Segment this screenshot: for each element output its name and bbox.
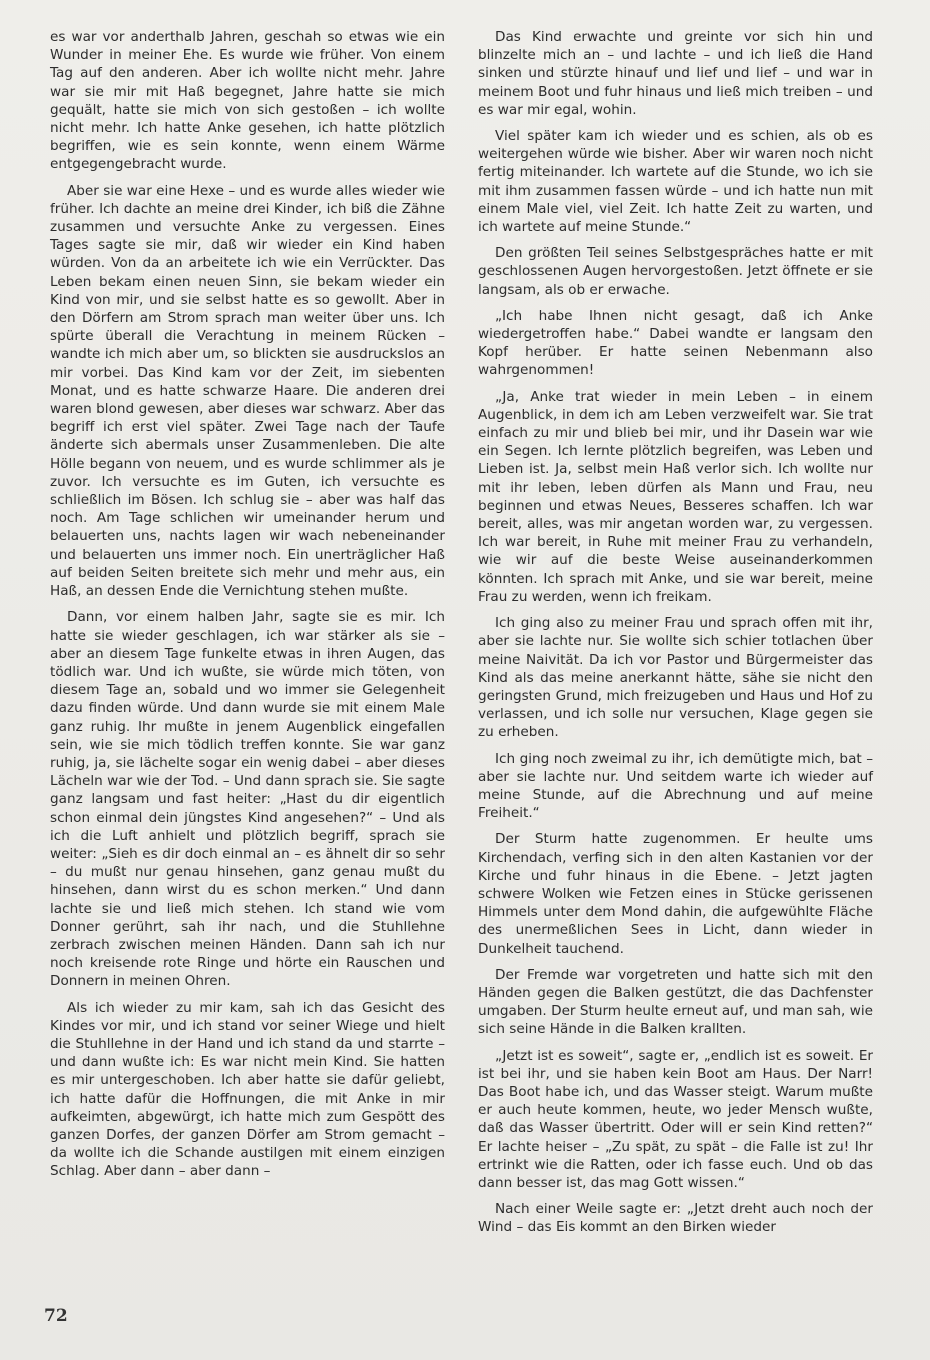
paragraph: Ich ging also zu meiner Frau und sprach offen mit ihr, aber sie lachte nur. Sie wollte sich schier totlachen über meine Naivität. Da ich vor Pastor und Bürgermeister das Kind als das meine anerkannt hätte, sähe sie nicht den geringsten Grund, mich freizugeben und Haus und Hof zu verlassen, und ich solle nur versuchen, Klage gegen sie zu erheben. [478, 615, 873, 741]
paragraph: „Ja, Anke trat wieder in mein Leben – in einem Augenblick, in dem ich am Leben verzweifelt war. Sie trat einfach zu mir und blieb bei mir, und ihr Dasein war wie ein Segen. Ich lernte plötzlich begreifen, was Leben und Lieben ist. Ja, selbst mein Haß verlor sich. Ich wollte nur mit ihr leben, leben dürfen als Mann und Frau, neu beginnen und etwas Neues, Besseres schaffen. Ich war bereit, alles, was mir angetan worden war, zu vergessen. Ich war bereit, in Ruhe mit meiner Frau zu verhandeln, wie wir auf die beste Weise auseinanderkommen könnten. Ich sprach mit Anke, und sie war bereit, meine Frau zu werden, wenn ich freikam. [478, 388, 873, 605]
paragraph: „Jetzt ist es soweit“, sagte er, „endlich ist es soweit. Er ist bei ihr, und sie haben kein Boot am Haus. Der Narr! Das Boot habe ich, und das Wasser steigt. Warum mußte er auch heute kommen, heute, wo jeder Mensch wußte, daß das Wasser übertritt. Oder will er sein Kind retten?“ Er lachte heiser – „Zu spät, zu spät – die Falle ist zu! Ihr ertrinkt wie die Ratten, oder ich fasse euch. Und ob das dann besser ist, das mag Gott wissen.“ [478, 1047, 873, 1191]
paragraph: Der Fremde war vorgetreten und hatte sich mit den Händen gegen die Balken gestützt, die das Dachfenster umgaben. Der Sturm heulte erneut auf, und man sah, wie sich seine Hände in die Balken krallten. [478, 966, 873, 1038]
paragraph: Viel später kam ich wieder und es schien, als ob es weitergehen würde wie bisher. Aber wir waren noch nicht fertig miteinander. Ich wartete auf die Stunde, wo ich sie mit ihm zusammen fassen würde – und ich hatte nun mit einem Male viel, viel Zeit. Ich hatte Zeit zu warten, und ich wartete auf meine Stunde.“ [478, 128, 873, 236]
paragraph: Dann, vor einem halben Jahr, sagte sie es mir. Ich hatte sie wieder geschlagen, ich war stärker als sie – aber an diesem Tage funkelte etwas in ihren Augen, das tödlich war. Und ich wußte, sie würde mich töten, von diesem Tage an, sobald und wo immer sie Gelegenheit dazu finden würde. Und dann wurde sie mit einem Male ganz ruhig. Ihr mußte in jenem Augenblick eingefallen sein, wie sie mich tödlich treffen konnte. Sie war ganz ruhig, ja, sie lächelte sogar ein wenig dabei – aber dieses Lächeln war wie der Tod. – Und dann sprach sie. Sie sagte ganz langsam und fast heiter: „Hast du dir eigentlich schon einmal dein jüngstes Kind angesehen?“ – Und als ich die Luft anhielt und plötzlich begriff, sprach sie weiter: „Sieh es dir doch einmal an – es ähnelt dir so sehr – du mußt nur genau hinsehen, ganz genau mußt du hinsehen, dann wirst du es schon merken.“ Und dann lachte sie und ließ mich stehen. Ich stand wie vom Donner gerührt, sah ihr nach, und die Stuhllehne zerbrach zwischen meinen Händen. Dann sah ich nur noch kreisende rote Ringe und hörte ein Rauschen und Donnern in meinen Ohren. [50, 609, 445, 990]
paragraph: Das Kind erwachte und greinte vor sich hin und blinzelte mich an – und lachte – und ich ließ die Hand sinken und stürzte hinauf und lief und lief – und war in meinem Boot und fuhr hinaus und ließ mich treiben – und es war mir egal, wohin. [478, 29, 873, 118]
paragraph: es war vor anderthalb Jahren, geschah so etwas wie ein Wunder in meiner Ehe. Es wurde wie früher. Von einem Tag auf den anderen. Aber ich wollte nicht mehr. Jahre war sie mir mit Haß begegnet, Jahre hatte sie mich gequält, hatte sie mich von sich gestoßen – ich wollte nicht mehr. Ich hatte Anke gesehen, ich hatte plötzlich begriffen, wie es sein konnte, wenn einem Wärme entgegengebracht wurde. [50, 29, 445, 173]
right-text-column [478, 28, 873, 1245]
paragraph: Nach einer Weile sagte er: „Jetzt dreht auch noch der Wind – das Eis kommt an den Birken wieder [478, 1201, 873, 1236]
page-number: 72 [44, 1306, 68, 1326]
paragraph: Der Sturm hatte zugenommen. Er heulte ums Kirchendach, verfing sich in den alten Kastanien vor der Kirche und fuhr hinaus in die Ebene. – Jetzt jagten schwere Wolken wie Fetzen eines in Stücke gerissenen Himmels unter dem Mond dahin, die aufgewühlte Fläche des unermeßlichen Sees in Licht, dann wieder in Dunkelheit tauchend. [478, 831, 873, 957]
paragraph: Als ich wieder zu mir kam, sah ich das Gesicht des Kindes vor mir, und ich stand vor seiner Wiege und hielt die Stuhllehne in der Hand und ich stand da und starrte – und dann wußte ich: Es war nicht mein Kind. Sie hatten es mir untergeschoben. Ich aber hatte sie dafür geliebt, ich hatte dafür die Hoffnungen, die mit Anke in mir aufkeimten, abgewürgt, ich hatte mich zum Gespött des ganzen Dorfes, der ganzen Dörfer am Strom gemacht – da wollte ich die Schande austilgen mit einem einzigen Schlag. Aber dann – aber dann – [50, 999, 445, 1180]
left-text-column [50, 28, 445, 1189]
paragraph: Ich ging noch zweimal zu ihr, ich demütigte mich, bat – aber sie lachte nur. Und seitdem warte ich wieder auf meine Stunde, auf die Abrechnung und auf meine Freiheit.“ [478, 750, 873, 822]
paragraph: Aber sie war eine Hexe – und es wurde alles wieder wie früher. Ich dachte an meine drei Kinder, ich biß die Zähne zusammen und versuchte Anke zu vergessen. Eines Tages sagte sie mir, daß wir wieder ein Kind haben würden. Von da an arbeitete ich wie ein Verrückter. Das Leben bekam einen neuen Sinn, sie bekam wieder ein Kind von mir, und sie selbst hatte es so gewollt. Aber in den Dörfern am Strom sprach man weiter über uns. Ich spürte überall die Verachtung in meinem Rücken – wandte ich mich aber um, so blickten sie ausdruckslos an mir vorbei. Das Kind kam vor der Zeit, im siebenten Monat, und es hatte schwarze Haare. Die anderen drei waren blond gewesen, aber dieses war schwarz. Aber das begriff ich erst viel später. Zwei Tage nach der Taufe änderte sich abermals unser Zusammenleben. Die alte Hölle begann von neuem, und es wurde schlimmer als je zuvor. Ich versuchte es im Guten, ich versuchte es schließlich im Bösen. Ich schlug sie – aber was half das noch. Am Tage schlichen wir umeinander herum und belauerten uns, nachts lagen wir wach nebeneinander und belauerten uns immer noch. Ein unerträglicher Haß auf beiden Seiten breitete sich mehr und mehr aus, ein Haß, an dessen Ende die Vernichtung stehen mußte. [50, 182, 445, 600]
paragraph: Den größten Teil seines Selbstgespräches hatte er mit geschlossenen Augen hervorgestoßen. Jetzt öffnete er sie langsam, als ob er erwache. [478, 245, 873, 298]
paragraph: „Ich habe Ihnen nicht gesagt, daß ich Anke wiedergetroffen habe.“ Dabei wandte er langsam den Kopf herüber. Er hatte seinen Nebenmann also wahrgenommen! [478, 307, 873, 379]
